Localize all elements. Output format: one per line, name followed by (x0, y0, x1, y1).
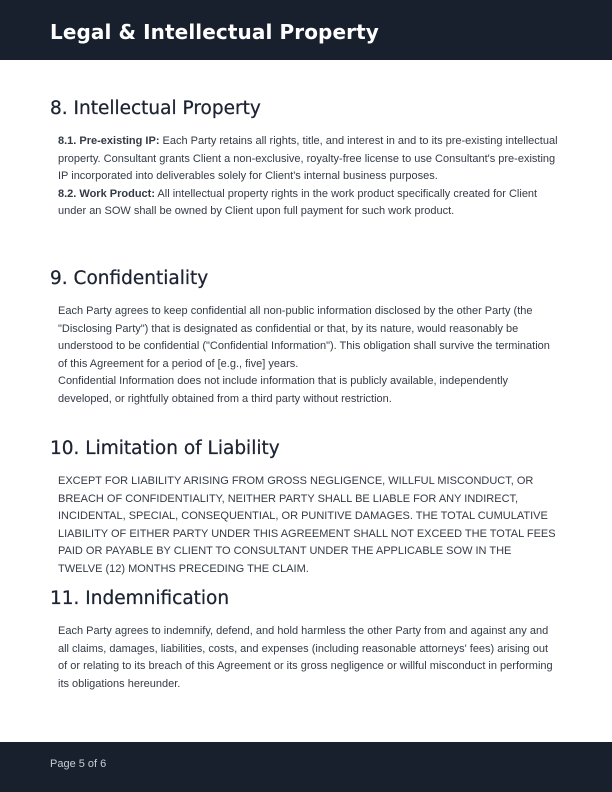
clause-text: All intellectual property rights in the work product specifically created for Client under an SOW shall be owned by Client upon full payment for such work product. (58, 187, 538, 217)
section-heading: 11. Indemnification (50, 588, 230, 609)
section-heading: 9. Confidentiality (50, 268, 209, 289)
clause-text: Each Party retains all rights, title, and interest in and to its pre-existing intellectual property. Consultant grants Client a non-exclusive, royalty-free license to use Consultant's pre-existing IP incorporated into deliverables solely for Client's internal business purposes. (58, 135, 558, 182)
page-footer (0, 742, 612, 792)
clause-label: 8.1. Pre-existing IP: (58, 135, 160, 147)
clause-label: 8.2. Work Product: (58, 187, 155, 200)
section-heading: 8. Intellectual Property (50, 98, 261, 119)
section-body (58, 473, 558, 578)
section-body (58, 623, 558, 693)
paragraph: Each Party agrees to keep confidential all non-public information disclosed by the other Party (the "Disclosing Party") that is designated as confidential or that, by its nature, would reasonably be understood to be confidential ("Confidential Information"). This obligation shall survive the termination of this Agreement for a period of [e.g., five] years. (58, 305, 550, 370)
clause-work-product (58, 186, 558, 221)
page-number: Page 5 of 6 (50, 758, 107, 770)
section-body (58, 303, 558, 408)
header-title: Legal & Intellectual Property (50, 20, 379, 44)
section-heading: 10. Limitation of Liability (50, 438, 280, 459)
page-header (0, 0, 612, 60)
section-limitation-of-liability (50, 437, 556, 578)
section-intellectual-property (50, 97, 556, 221)
clause-pre-existing-ip (58, 133, 558, 186)
paragraph: EXCEPT FOR LIABILITY ARISING FROM GROSS NEGLIGENCE, WILLFUL MISCONDUCT, OR BREACH OF CONFIDENTIALITY, NEITHER PARTY SHALL BE LIABLE FOR ANY INDIRECT, INCIDENTAL, SPECIAL, CONSEQUENTIAL, OR PUNITIVE DAMAGES. THE TOTAL CUMULATIVE LIABILITY OF EITHER PARTY UNDER THIS AGREEMENT SHALL NOT EXCEED THE TOTAL FEES PAID OR PAYABLE BY CLIENT TO CONSULTANT UNDER THE APPLICABLE SOW IN THE TWELVE (12) MONTHS PRECEDING THE CLAIM. (58, 475, 556, 575)
section-indemnification (50, 587, 556, 693)
section-body (58, 133, 558, 221)
section-confidentiality (50, 267, 556, 408)
paragraph: Each Party agrees to indemnify, defend, and hold harmless the other Party from and against any and all claims, damages, liabilities, costs, and expenses (including reasonable attorneys' fees) arising out of or relating to its breach of this Agreement or its gross negligence or willful misconduct in performing its obligations hereunder. (58, 625, 553, 690)
paragraph: Confidential Information does not include information that is publicly available, independently developed, or rightfully obtained from a third party without restriction. (58, 375, 509, 405)
